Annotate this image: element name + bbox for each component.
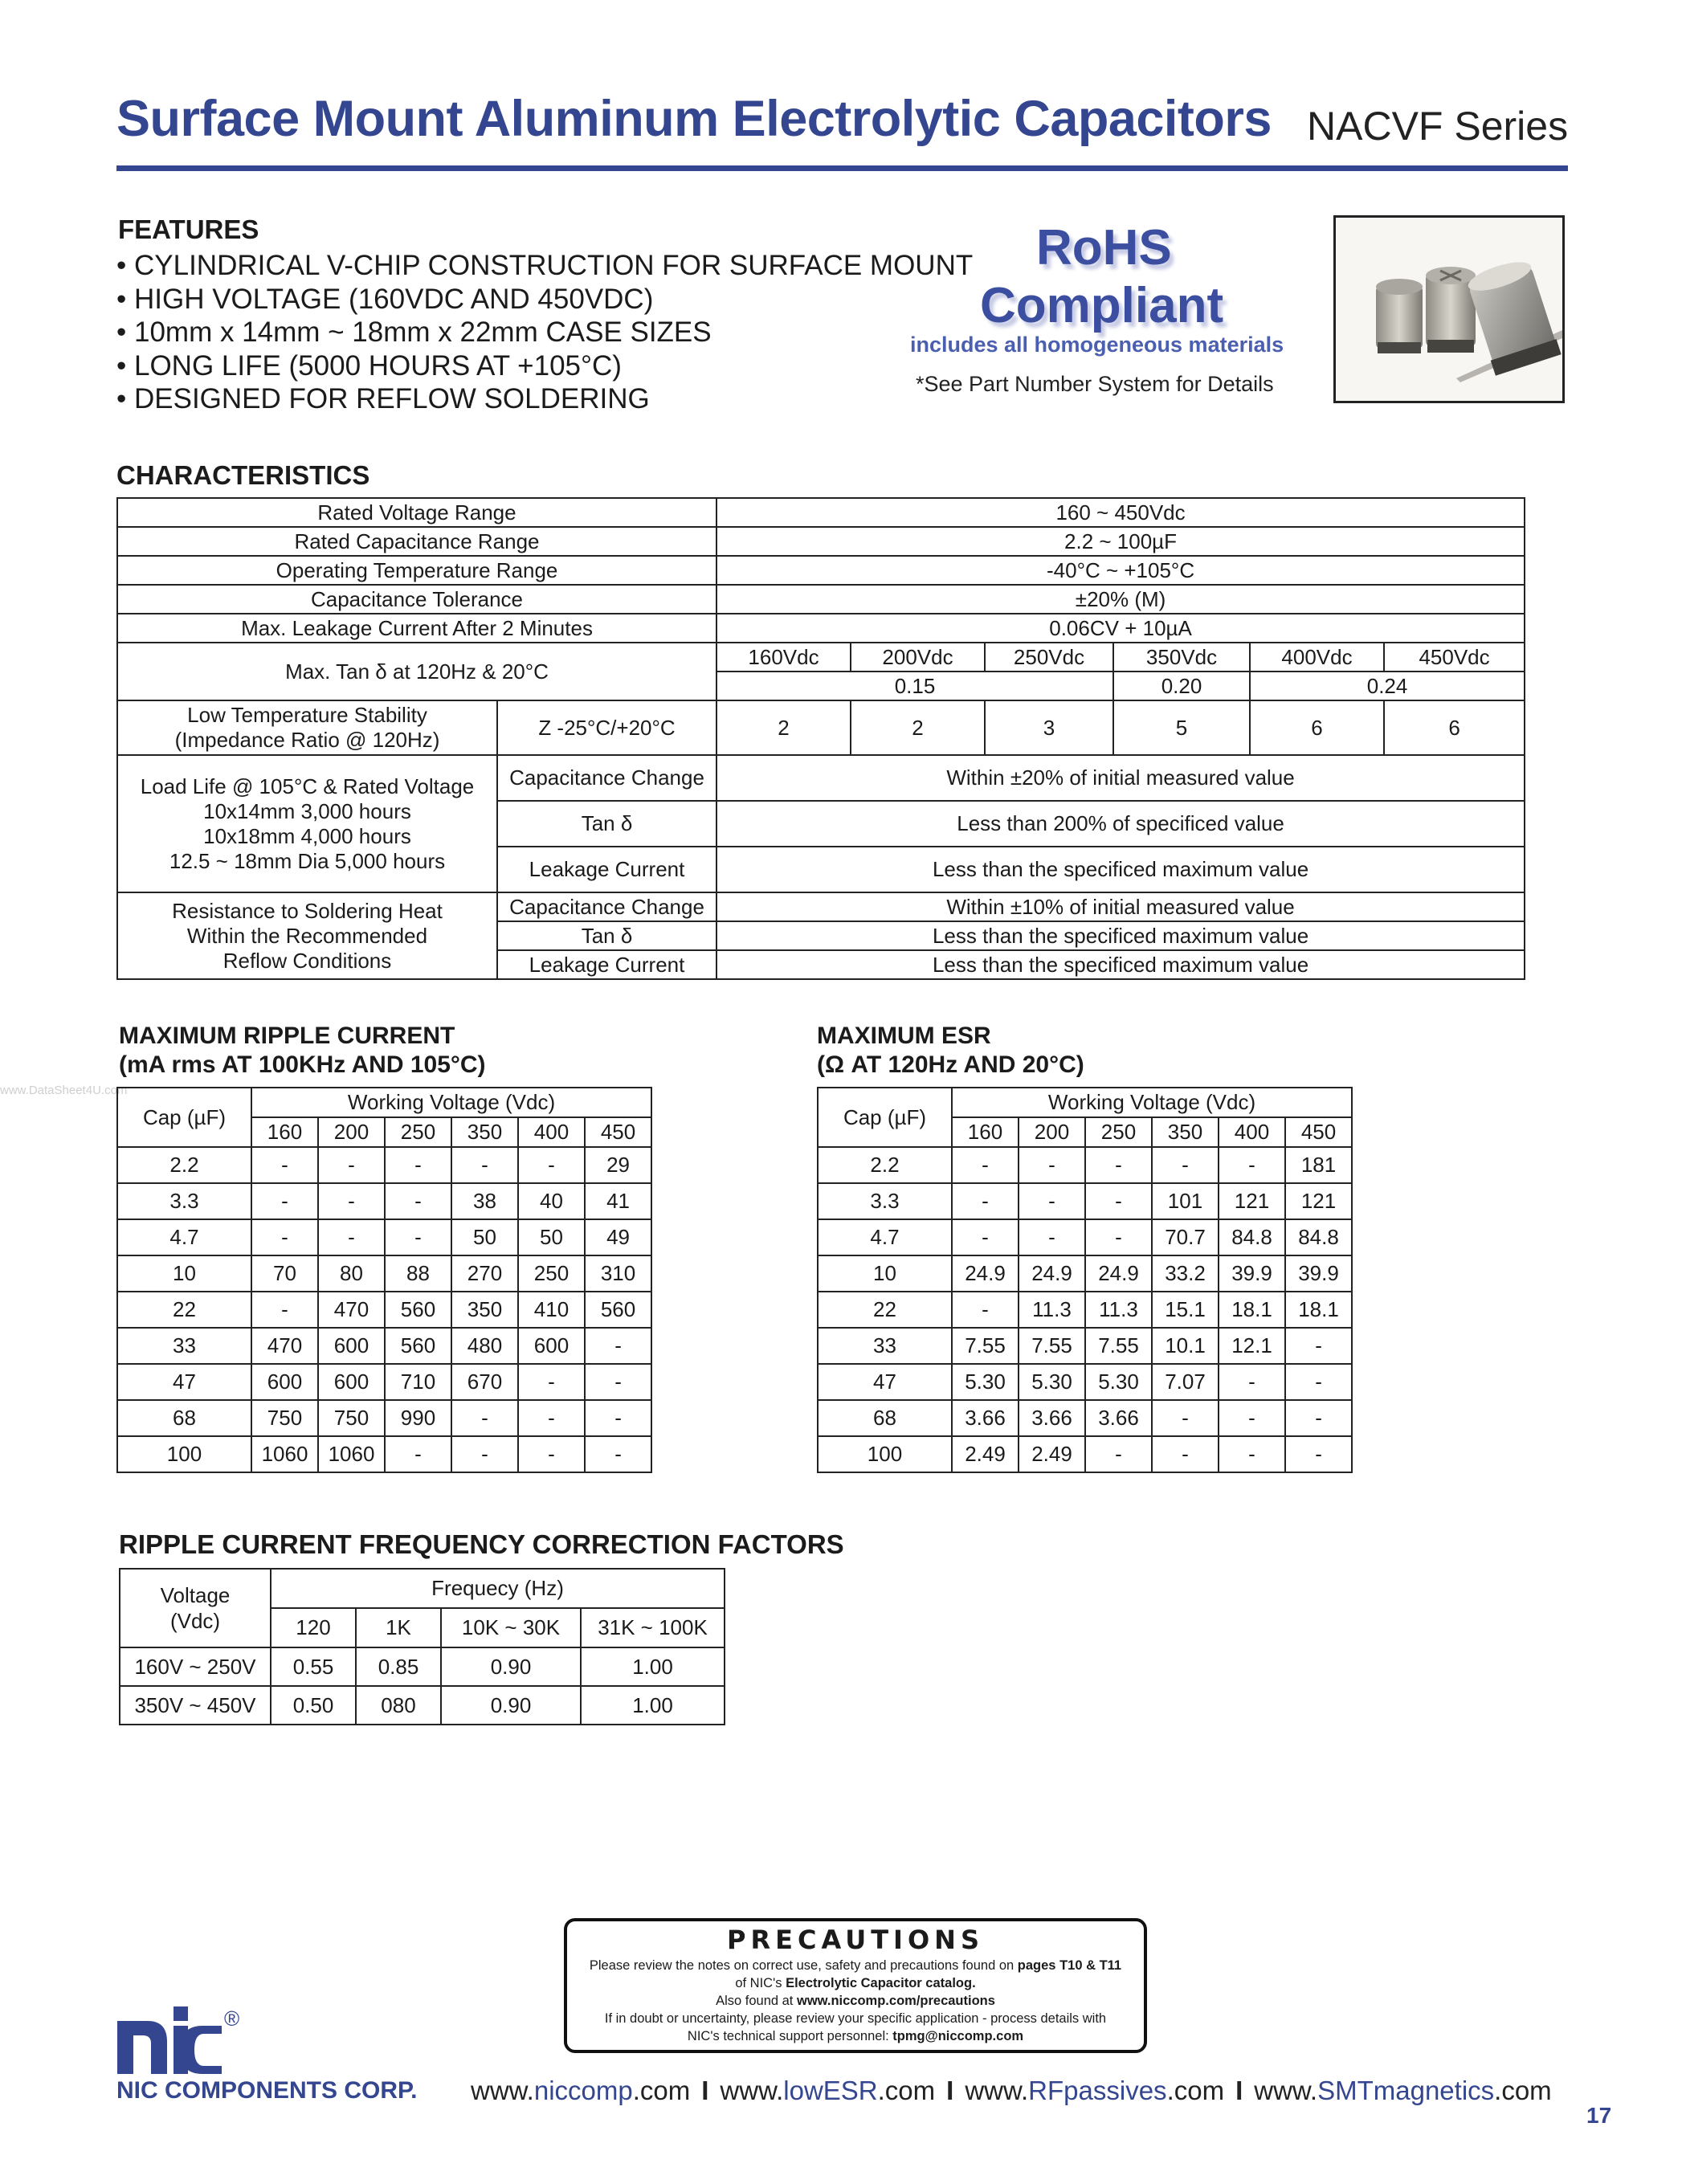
leakage-value: 0.06CV + 10µA	[716, 614, 1525, 643]
value-cell: 18.1	[1219, 1292, 1285, 1328]
precautions-line	[572, 2029, 1139, 2044]
value-cell: 600	[318, 1364, 385, 1400]
product-photo	[1333, 215, 1565, 403]
value-cell: 181	[1285, 1147, 1352, 1183]
correction-factor-table	[119, 1568, 725, 1725]
precautions-text: of NIC's	[735, 1976, 786, 1990]
nic-logo	[117, 2006, 222, 2074]
factor-cell: 080	[356, 1686, 441, 1725]
link-domain: SMTmagnetics	[1317, 2076, 1495, 2105]
value-cell: -	[318, 1147, 385, 1183]
value-cell: -	[251, 1219, 318, 1255]
value-cell: 480	[451, 1328, 518, 1364]
value-cell: -	[1019, 1219, 1085, 1255]
precautions-title: PRECAUTIONS	[727, 1925, 984, 1955]
value-cell: 38	[451, 1183, 518, 1219]
tan-value: 0.20	[1113, 672, 1250, 700]
value-cell: 3.66	[1085, 1400, 1152, 1436]
load-tan-value: Less than 200% of specificed value	[716, 801, 1525, 847]
value-cell: -	[251, 1183, 318, 1219]
load-life-line: Load Life @ 105°C & Rated Voltage	[140, 774, 475, 798]
value-cell: -	[952, 1147, 1019, 1183]
link-suffix: .com	[1166, 2076, 1225, 2105]
link-niccomp[interactable]	[471, 2076, 690, 2105]
value-cell: 990	[385, 1400, 451, 1436]
value-cell: 250	[518, 1255, 585, 1292]
value-cell: -	[385, 1436, 451, 1472]
table-row	[117, 1292, 651, 1328]
lts-value: 6	[1250, 700, 1384, 755]
page-title: Surface Mount Aluminum Electrolytic Capacitors	[116, 91, 1272, 147]
precautions-pages: pages T10 & T11	[1017, 1958, 1122, 1973]
value-cell: 1060	[318, 1436, 385, 1472]
value-cell: -	[1285, 1364, 1352, 1400]
value-cell: 7.55	[1019, 1328, 1085, 1364]
nic-logo-icon	[117, 2006, 222, 2074]
feature-item: • HIGH VOLTAGE (160VDC AND 450VDC)	[116, 283, 654, 315]
value-cell: 84.8	[1285, 1219, 1352, 1255]
cap-cell: 100	[818, 1436, 952, 1472]
link-prefix: www.	[1254, 2076, 1318, 2105]
voltage-header: 450	[585, 1117, 651, 1147]
precautions-line	[572, 1994, 1139, 2009]
value-cell: -	[451, 1400, 518, 1436]
solder-tan-value: Less than the specificed maximum value	[716, 921, 1525, 950]
voltage-range-cell: 350V ~ 450V	[120, 1686, 271, 1725]
value-cell: 560	[585, 1292, 651, 1328]
table-row	[117, 1183, 651, 1219]
table-row	[117, 1255, 651, 1292]
value-cell: -	[585, 1364, 651, 1400]
ripple-heading: MAXIMUM RIPPLE CURRENT	[119, 1023, 455, 1049]
table-row	[117, 1219, 651, 1255]
feature-item: • DESIGNED FOR REFLOW SOLDERING	[116, 383, 650, 414]
tan-delta-sub-label: Tan δ	[497, 921, 716, 950]
cap-header: Cap (µF)	[117, 1088, 251, 1147]
value-cell: 10.1	[1152, 1328, 1219, 1364]
load-life-line: 10x18mm 4,000 hours	[203, 823, 411, 848]
value-cell: 600	[518, 1328, 585, 1364]
tolerance-value: ±20% (M)	[716, 585, 1525, 614]
soldering-line: Resistance to Soldering Heat	[172, 898, 443, 923]
load-life-line: 12.5 ~ 18mm Dia 5,000 hours	[169, 848, 446, 873]
value-cell: 7.07	[1152, 1364, 1219, 1400]
link-prefix: www.	[965, 2076, 1029, 2105]
value-cell: 101	[1152, 1183, 1219, 1219]
table-row	[818, 1219, 1352, 1255]
value-cell: -	[1219, 1364, 1285, 1400]
table-row	[117, 1436, 651, 1472]
cap-cell: 2.2	[818, 1147, 952, 1183]
frequency-header: Frequecy (Hz)	[271, 1569, 725, 1608]
working-voltage-header: Working Voltage (Vdc)	[952, 1088, 1352, 1117]
value-cell: 310	[585, 1255, 651, 1292]
cap-cell: 4.7	[117, 1219, 251, 1255]
value-cell: 750	[318, 1400, 385, 1436]
value-cell: 560	[385, 1328, 451, 1364]
value-cell: 600	[251, 1364, 318, 1400]
operating-temp-value: -40°C ~ +105°C	[716, 556, 1525, 585]
compliant-label: Compliant	[980, 278, 1224, 333]
factor-cell: 0.50	[271, 1686, 356, 1725]
value-cell: 29	[585, 1147, 651, 1183]
link-domain: niccomp	[533, 2076, 633, 2105]
cap-cell: 2.2	[117, 1147, 251, 1183]
table-row	[120, 1647, 725, 1686]
tan-delta-sub-label: Tan δ	[497, 801, 716, 847]
precautions-line: If in doubt or uncertainty, please review your specific application - process details with	[604, 2011, 1107, 2026]
table-row	[117, 1400, 651, 1436]
value-cell: 5.30	[1019, 1364, 1085, 1400]
low-temp-stability-label	[117, 700, 497, 755]
value-cell: 70.7	[1152, 1219, 1219, 1255]
value-cell: 24.9	[1085, 1255, 1152, 1292]
value-cell: 41	[585, 1183, 651, 1219]
link-separator: I	[701, 2076, 709, 2105]
frequency-cell: 120	[271, 1608, 356, 1647]
load-life-line: 10x14mm 3,000 hours	[203, 798, 411, 823]
value-cell: 121	[1285, 1183, 1352, 1219]
series-name: NACVF Series	[1307, 104, 1569, 149]
rcf-heading: RIPPLE CURRENT FREQUENCY CORRECTION FACTORS	[119, 1529, 844, 1559]
voltage-header-line: Voltage	[160, 1583, 231, 1607]
lts-value: 3	[985, 700, 1113, 755]
capacitor-image-icon	[1336, 218, 1562, 401]
value-cell: -	[585, 1400, 651, 1436]
value-cell: 3.66	[1019, 1400, 1085, 1436]
lts-value: 2	[851, 700, 985, 755]
registered-mark: ®	[224, 2006, 240, 2031]
value-cell: 49	[585, 1219, 651, 1255]
cap-cell: 33	[117, 1328, 251, 1364]
ripple-subheading: (mA rms AT 100KHz AND 105°C)	[119, 1051, 486, 1078]
tan-value: 0.15	[716, 672, 1113, 700]
link-domain: lowESR	[783, 2076, 878, 2105]
voltage-header: 350Vdc	[1113, 643, 1250, 672]
value-cell: 350	[451, 1292, 518, 1328]
voltage-header: 200Vdc	[851, 643, 985, 672]
lts-line: (Impedance Ratio @ 120Hz)	[174, 728, 440, 752]
cap-cell: 10	[818, 1255, 952, 1292]
working-voltage-header: Working Voltage (Vdc)	[251, 1088, 651, 1117]
esr-heading: MAXIMUM ESR	[817, 1023, 991, 1049]
load-leakage-value: Less than the specificed maximum value	[716, 847, 1525, 892]
cap-header: Cap (µF)	[818, 1088, 952, 1147]
value-cell: -	[451, 1436, 518, 1472]
value-cell: 5.30	[952, 1364, 1019, 1400]
cap-cell: 33	[818, 1328, 952, 1364]
value-cell: 470	[318, 1292, 385, 1328]
feature-item: • CYLINDRICAL V-CHIP CONSTRUCTION FOR SURFACE MOUNT	[116, 250, 974, 281]
cap-change-label: Capacitance Change	[497, 755, 716, 801]
voltage-header: 160Vdc	[716, 643, 851, 672]
value-cell: 710	[385, 1364, 451, 1400]
value-cell: -	[1085, 1436, 1152, 1472]
value-cell: 50	[451, 1219, 518, 1255]
value-cell: 3.66	[952, 1400, 1019, 1436]
value-cell: -	[385, 1183, 451, 1219]
value-cell: 18.1	[1285, 1292, 1352, 1328]
watermark: www.DataSheet4U.com	[0, 1084, 128, 1097]
value-cell: 11.3	[1085, 1292, 1152, 1328]
value-cell: -	[318, 1183, 385, 1219]
precautions-line	[572, 1958, 1139, 1974]
precautions-catalog: Electrolytic Capacitor catalog.	[786, 1976, 976, 1990]
value-cell: 2.49	[952, 1436, 1019, 1472]
value-cell: 470	[251, 1328, 318, 1364]
value-cell: -	[1219, 1400, 1285, 1436]
value-cell: -	[1285, 1436, 1352, 1472]
leakage-label: Max. Leakage Current After 2 Minutes	[117, 614, 716, 643]
lts-line: Low Temperature Stability	[187, 703, 427, 727]
value-cell: 7.55	[952, 1328, 1019, 1364]
value-cell: -	[1019, 1183, 1085, 1219]
solder-leakage-value: Less than the specificed maximum value	[716, 950, 1525, 979]
rated-voltage-value: 160 ~ 450Vdc	[716, 498, 1525, 527]
rated-capacitance-label: Rated Capacitance Range	[117, 527, 716, 556]
table-row	[818, 1147, 1352, 1183]
value-cell: 39.9	[1285, 1255, 1352, 1292]
leakage-current-label: Leakage Current	[497, 950, 716, 979]
link-prefix: www.	[720, 2076, 784, 2105]
cap-cell: 10	[117, 1255, 251, 1292]
value-cell: 88	[385, 1255, 451, 1292]
table-row	[117, 1328, 651, 1364]
cap-cell: 3.3	[818, 1183, 952, 1219]
page-number: 17	[1586, 2103, 1612, 2128]
characteristics-heading: CHARACTERISTICS	[116, 460, 370, 490]
value-cell: 12.1	[1219, 1328, 1285, 1364]
value-cell: 7.55	[1085, 1328, 1152, 1364]
soldering-line: Within the Recommended	[186, 923, 428, 948]
value-cell: 39.9	[1219, 1255, 1285, 1292]
precautions-url[interactable]: www.niccomp.com/precautions	[796, 1994, 995, 2008]
value-cell: -	[251, 1147, 318, 1183]
value-cell: -	[585, 1436, 651, 1472]
rohs-label: RoHS	[1036, 220, 1172, 276]
link-separator: I	[946, 2076, 954, 2105]
company-name: NIC COMPONENTS CORP.	[116, 2077, 418, 2104]
value-cell: 24.9	[952, 1255, 1019, 1292]
cap-cell: 47	[117, 1364, 251, 1400]
voltage-header: 200	[318, 1117, 385, 1147]
table-row	[818, 1436, 1352, 1472]
value-cell: 11.3	[1019, 1292, 1085, 1328]
cap-cell: 68	[818, 1400, 952, 1436]
voltage-header: 400Vdc	[1250, 643, 1384, 672]
link-suffix: .com	[877, 2076, 936, 2105]
cap-cell: 22	[117, 1292, 251, 1328]
value-cell: -	[385, 1219, 451, 1255]
voltage-header-line: (Vdc)	[169, 1609, 221, 1633]
table-row	[818, 1400, 1352, 1436]
value-cell: 2.49	[1019, 1436, 1085, 1472]
value-cell: -	[518, 1400, 585, 1436]
feature-item: • LONG LIFE (5000 HOURS AT +105°C)	[116, 349, 622, 382]
feature-item: • 10mm x 14mm ~ 18mm x 22mm CASE SIZES	[116, 316, 712, 348]
features-list	[116, 249, 973, 416]
tolerance-label: Capacitance Tolerance	[117, 585, 716, 614]
value-cell: 15.1	[1152, 1292, 1219, 1328]
voltage-header: 350	[451, 1117, 518, 1147]
voltage-header: 400	[1219, 1117, 1285, 1147]
rohs-subtitle: includes all homogeneous materials	[910, 333, 1284, 357]
link-domain: RFpassives	[1028, 2076, 1167, 2105]
table-row	[818, 1364, 1352, 1400]
factor-cell: 0.90	[441, 1686, 581, 1725]
lts-value: 6	[1384, 700, 1525, 755]
operating-temp-label: Operating Temperature Range	[117, 556, 716, 585]
value-cell: 410	[518, 1292, 585, 1328]
value-cell: 121	[1219, 1183, 1285, 1219]
factor-cell: 0.85	[356, 1647, 441, 1686]
table-row	[117, 1364, 651, 1400]
soldering-heat-label	[117, 892, 497, 979]
table-row	[120, 1686, 725, 1725]
value-cell: -	[1152, 1400, 1219, 1436]
support-email[interactable]: tpmg@niccomp.com	[892, 2029, 1024, 2043]
value-cell: 270	[451, 1255, 518, 1292]
cap-change-label: Capacitance Change	[497, 892, 716, 921]
factor-cell: 0.90	[441, 1647, 581, 1686]
load-life-label	[117, 755, 497, 892]
cap-cell: 100	[117, 1436, 251, 1472]
rated-capacitance-value: 2.2 ~ 100µF	[716, 527, 1525, 556]
factor-cell: 1.00	[581, 1647, 725, 1686]
tan-value: 0.24	[1250, 672, 1525, 700]
link-suffix: .com	[1494, 2076, 1552, 2105]
lts-sub-label: Z -25°C/+20°C	[497, 700, 716, 755]
value-cell: -	[952, 1292, 1019, 1328]
value-cell: -	[585, 1328, 651, 1364]
voltage-header: 160	[952, 1117, 1019, 1147]
value-cell: -	[518, 1364, 585, 1400]
cap-cell: 47	[818, 1364, 952, 1400]
value-cell: -	[318, 1219, 385, 1255]
table-row	[818, 1255, 1352, 1292]
precautions-box	[564, 1918, 1147, 2053]
value-cell: 33.2	[1152, 1255, 1219, 1292]
value-cell: -	[518, 1436, 585, 1472]
value-cell: 80	[318, 1255, 385, 1292]
voltage-header: 450	[1285, 1117, 1352, 1147]
lts-value: 2	[716, 700, 851, 755]
value-cell: -	[952, 1183, 1019, 1219]
frequency-cell: 10K ~ 30K	[441, 1608, 581, 1647]
precautions-text: Please review the notes on correct use, safety and precautions found on	[589, 1958, 1018, 1973]
soldering-line: Reflow Conditions	[222, 948, 392, 973]
value-cell: 70	[251, 1255, 318, 1292]
voltage-header: 400	[518, 1117, 585, 1147]
precautions-text: Also found at	[716, 1994, 797, 2008]
link-suffix: .com	[632, 2076, 691, 2105]
frequency-cell: 1K	[356, 1608, 441, 1647]
value-cell: 750	[251, 1400, 318, 1436]
table-row	[818, 1328, 1352, 1364]
voltage-range-cell: 160V ~ 250V	[120, 1647, 271, 1686]
precautions-text: NIC's technical support personnel:	[687, 2029, 893, 2043]
lts-value: 5	[1113, 700, 1250, 755]
ripple-current-table	[116, 1087, 652, 1473]
table-row	[117, 1147, 651, 1183]
value-cell: -	[1085, 1183, 1152, 1219]
value-cell: -	[518, 1147, 585, 1183]
link-smtmagnetics[interactable]	[1254, 2076, 1551, 2105]
voltage-header: 250	[1085, 1117, 1152, 1147]
esr-table	[817, 1087, 1353, 1473]
voltage-header: 160	[251, 1117, 318, 1147]
footer-links	[471, 2076, 1552, 2106]
value-cell: 40	[518, 1183, 585, 1219]
value-cell: 5.30	[1085, 1364, 1152, 1400]
value-cell: -	[1019, 1147, 1085, 1183]
solder-cap-change-value: Within ±10% of initial measured value	[716, 892, 1525, 921]
value-cell: 50	[518, 1219, 585, 1255]
link-lowesr[interactable]	[720, 2076, 935, 2105]
value-cell: -	[251, 1292, 318, 1328]
value-cell: -	[1152, 1436, 1219, 1472]
header-rule	[116, 165, 1568, 171]
value-cell: 560	[385, 1292, 451, 1328]
value-cell: 600	[318, 1328, 385, 1364]
value-cell: -	[1085, 1219, 1152, 1255]
value-cell: -	[1285, 1328, 1352, 1364]
factor-cell: 1.00	[581, 1686, 725, 1725]
value-cell: -	[451, 1147, 518, 1183]
value-cell: 24.9	[1019, 1255, 1085, 1292]
characteristics-table	[116, 497, 1525, 980]
value-cell: 670	[451, 1364, 518, 1400]
voltage-header	[120, 1569, 271, 1647]
value-cell: -	[385, 1147, 451, 1183]
cap-cell: 4.7	[818, 1219, 952, 1255]
link-prefix: www.	[471, 2076, 534, 2105]
value-cell: 1060	[251, 1436, 318, 1472]
leakage-current-label: Leakage Current	[497, 847, 716, 892]
value-cell: -	[1285, 1400, 1352, 1436]
voltage-header: 250Vdc	[985, 643, 1113, 672]
tan-delta-label: Max. Tan δ at 120Hz & 20°C	[117, 643, 716, 700]
rated-voltage-label: Rated Voltage Range	[117, 498, 716, 527]
load-cap-change-value: Within ±20% of initial measured value	[716, 755, 1525, 801]
cap-cell: 22	[818, 1292, 952, 1328]
precautions-line	[572, 1976, 1139, 1991]
value-cell: -	[1152, 1147, 1219, 1183]
value-cell: -	[1085, 1147, 1152, 1183]
features-heading: FEATURES	[118, 214, 259, 244]
value-cell: -	[1219, 1147, 1285, 1183]
table-row	[818, 1183, 1352, 1219]
factor-cell: 0.55	[271, 1647, 356, 1686]
rohs-note: *See Part Number System for Details	[916, 372, 1274, 396]
frequency-cell: 31K ~ 100K	[581, 1608, 725, 1647]
cap-cell: 3.3	[117, 1183, 251, 1219]
value-cell: 84.8	[1219, 1219, 1285, 1255]
voltage-header: 450Vdc	[1384, 643, 1525, 672]
voltage-header: 350	[1152, 1117, 1219, 1147]
value-cell: -	[952, 1219, 1019, 1255]
voltage-header: 200	[1019, 1117, 1085, 1147]
link-rfpassives[interactable]	[965, 2076, 1224, 2105]
link-separator: I	[1235, 2076, 1243, 2105]
table-row	[818, 1292, 1352, 1328]
value-cell: -	[1219, 1436, 1285, 1472]
esr-subheading: (Ω AT 120Hz AND 20°C)	[817, 1051, 1084, 1078]
voltage-header: 250	[385, 1117, 451, 1147]
cap-cell: 68	[117, 1400, 251, 1436]
